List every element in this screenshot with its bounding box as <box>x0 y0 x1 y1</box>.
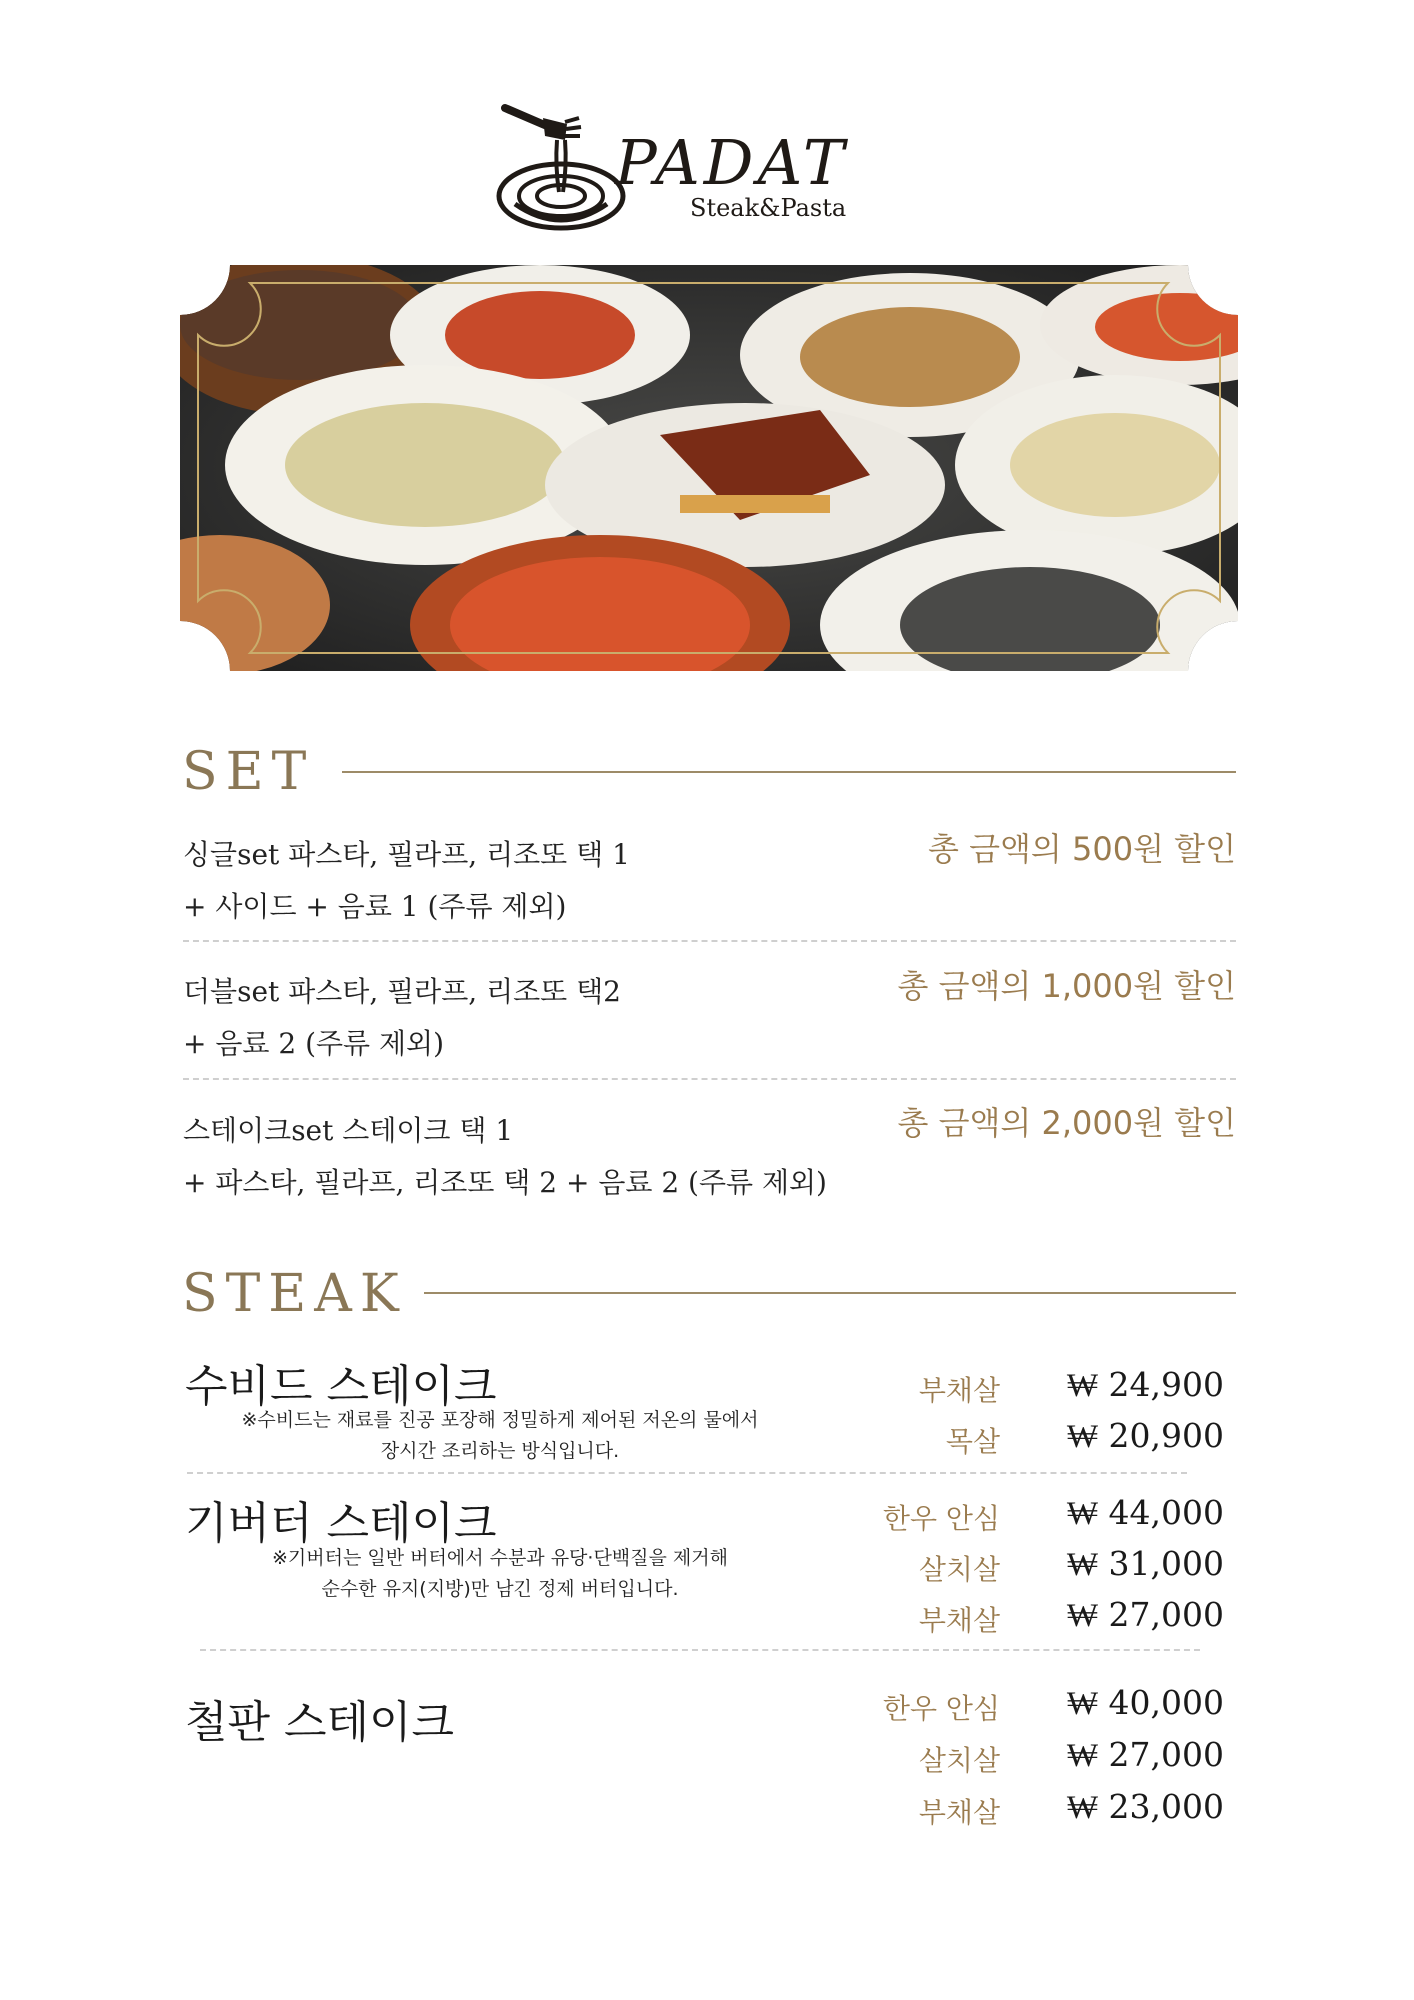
divider <box>187 1472 1187 1474</box>
cut-label: 부채살 <box>918 1604 1000 1637</box>
fork-pasta-icon <box>485 96 635 236</box>
divider <box>200 1649 1200 1651</box>
divider <box>183 940 1236 942</box>
brand-tagline: Steak&Pasta <box>690 194 847 222</box>
cut-label: 부채살 <box>918 1374 1000 1407</box>
set-item-line: + 파스타, 필라프, 리조또 택 2 + 음료 2 (주류 제외) <box>183 1166 827 1199</box>
note-line: ※수비드는 재료를 진공 포장해 정밀하게 제어된 저온의 물에서 <box>241 1409 759 1431</box>
price: ₩ 24,900 <box>1066 1365 1224 1404</box>
menu-item-note <box>200 1543 800 1605</box>
note-line: 장시간 조리하는 방식입니다. <box>380 1440 620 1462</box>
steak-section-rule <box>424 1292 1236 1294</box>
set-item-line: 싱글set 파스타, 필라프, 리조또 택 1 <box>183 838 630 871</box>
set-section-rule <box>342 771 1236 773</box>
cut-label: 부채살 <box>918 1796 1000 1829</box>
cut-label: 한우 안심 <box>882 1692 1000 1725</box>
set-item-line: + 사이드 + 음료 1 (주류 제외) <box>183 890 567 923</box>
set-item-double-desc <box>183 966 621 1070</box>
price: ₩ 31,000 <box>1066 1544 1224 1583</box>
price: ₩ 20,900 <box>1066 1416 1224 1455</box>
set-item-single-desc <box>183 829 630 933</box>
price: ₩ 44,000 <box>1066 1493 1224 1532</box>
note-line: 순수한 유지(지방)만 남긴 정제 버터입니다. <box>321 1578 679 1600</box>
cut-label: 한우 안심 <box>882 1502 1000 1535</box>
cut-label: 살치살 <box>918 1553 1000 1586</box>
menu-item-sous-vide: 수비드 스테이크 <box>185 1361 497 1412</box>
set-item-double-discount: 총 금액의 1,000원 할인 <box>897 967 1236 1005</box>
menu-item-note <box>200 1405 800 1467</box>
set-item-line: + 음료 2 (주류 제외) <box>183 1027 445 1060</box>
set-item-single-discount: 총 금액의 500원 할인 <box>928 830 1236 868</box>
price: ₩ 23,000 <box>1066 1787 1224 1826</box>
set-item-line: 스테이크set 스테이크 택 1 <box>183 1114 514 1147</box>
brand-logo <box>485 96 925 236</box>
price: ₩ 27,000 <box>1066 1595 1224 1634</box>
brand-name: PADAT <box>615 126 849 199</box>
divider <box>183 1078 1236 1080</box>
note-line: ※기버터는 일반 버터에서 수분과 유당·단백질을 제거해 <box>272 1547 728 1569</box>
cut-label: 목살 <box>945 1425 1000 1458</box>
menu-item-ghee-butter: 기버터 스테이크 <box>185 1498 497 1549</box>
set-section-title: SET <box>182 742 315 802</box>
menu-item-iron-plate: 철판 스테이크 <box>185 1697 455 1748</box>
set-item-line: 더블set 파스타, 필라프, 리조또 택2 <box>183 975 621 1008</box>
set-item-steak-discount: 총 금액의 2,000원 할인 <box>897 1104 1236 1142</box>
price: ₩ 40,000 <box>1066 1683 1224 1722</box>
food-photo <box>180 265 1238 671</box>
set-item-steak-desc <box>183 1105 827 1209</box>
cut-label: 살치살 <box>918 1744 1000 1777</box>
price: ₩ 27,000 <box>1066 1735 1224 1774</box>
steak-section-title: STEAK <box>182 1264 407 1324</box>
